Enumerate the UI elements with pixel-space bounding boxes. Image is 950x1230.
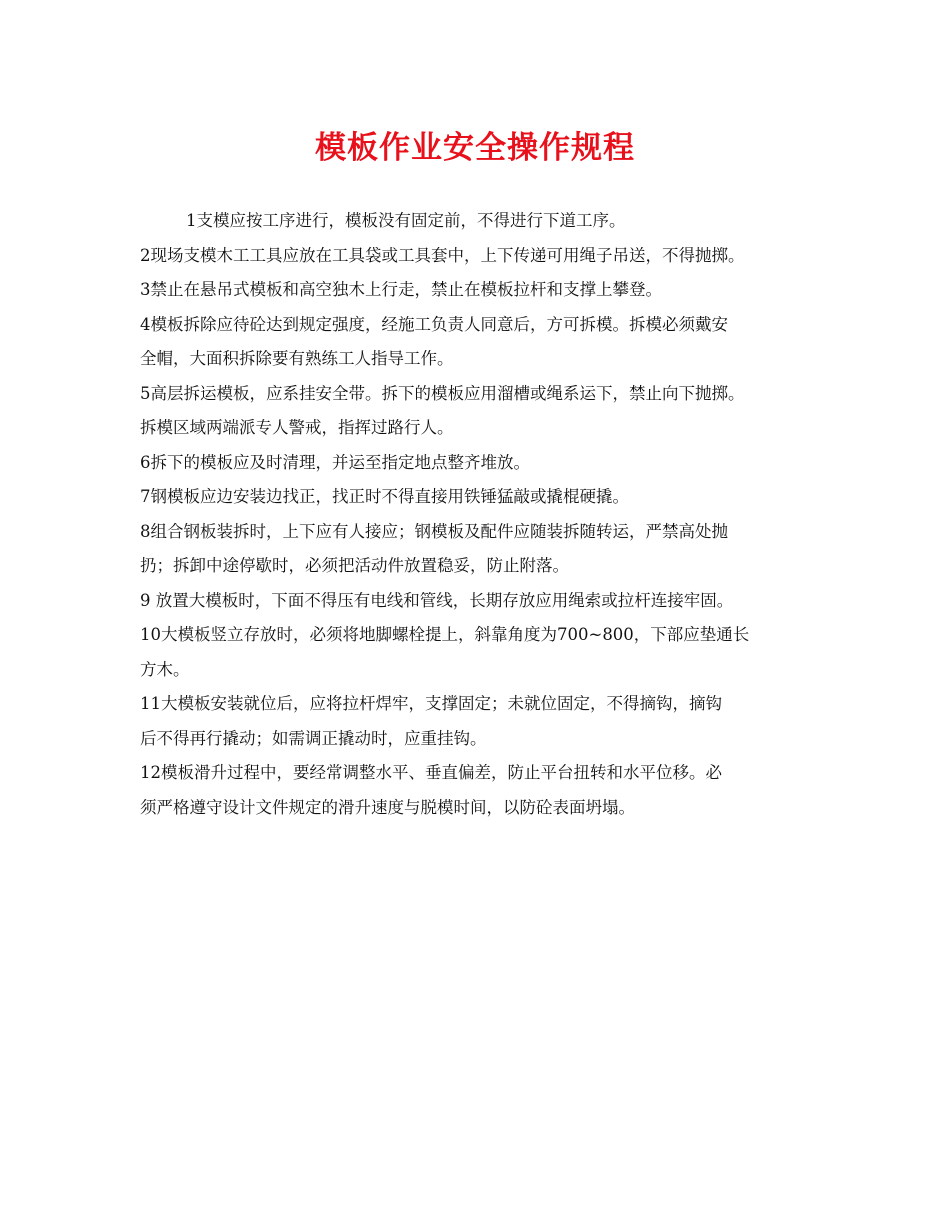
rule-line: 9 放置大模板时，下面不得压有电线和管线，长期存放应用绳索或拉杆连接牢固。 xyxy=(140,590,734,610)
rule-line: 5高层拆运模板，应系挂安全带。拆下的模板应用溜槽或绳系运下，禁止向下抛掷。 xyxy=(140,383,745,403)
rule-line: 后不得再行撬动；如需调正撬动时，应重挂钩。 xyxy=(140,728,487,748)
rule-line: 12模板滑升过程中，要经常调整水平、垂直偏差，防止平台扭转和水平位移。必 xyxy=(140,763,722,782)
rule-line: 方木。 xyxy=(140,659,190,679)
rule-line: 7钢模板应边安装边找正，找正时不得直接用铁锤猛敲或撬棍硬撬。 xyxy=(140,487,629,506)
rule-line: 2现场支模木工工具应放在工具袋或工具套中，上下传递可用绳子吊送，不得抛掷。 xyxy=(140,245,745,265)
rule-line: 拆模区域两端派专人警戒，指挥过路行人。 xyxy=(140,418,454,437)
rule-line: 10大模板竖立存放时，必须将地脚螺栓提上，斜靠角度为700~800，下部应垫通长 xyxy=(140,625,750,644)
rule-line: 11大模板安装就位后，应将拉杆焊牢，支撑固定；未就位固定，不得摘钩，摘钩 xyxy=(140,694,722,713)
rule-line: 1支模应按工序进行，模板没有固定前，不得进行下道工序。 xyxy=(186,211,626,230)
rule-line: 扔；拆卸中途停歇时，必须把活动件放置稳妥，防止附落。 xyxy=(140,556,569,575)
document-body xyxy=(140,204,820,825)
rule-line: 3禁止在悬吊式模板和高空独木上行走，禁止在模板拉杆和支撑上攀登。 xyxy=(140,280,662,299)
document-title: 模板作业安全操作规程 xyxy=(315,130,635,166)
rule-line: 须严格遵守设计文件规定的滑升速度与脱模时间，以防砼表面坍塌。 xyxy=(140,797,635,817)
rule-line: 6拆下的模板应及时清理，并运至指定地点整齐堆放。 xyxy=(140,452,530,472)
rule-line: 4模板拆除应待砼达到规定强度，经施工负责人同意后，方可拆模。拆模必须戴安 xyxy=(140,314,728,334)
rule-line: 8组合钢板装拆时，上下应有人接应；钢模板及配件应随装拆随转运，严禁高处抛 xyxy=(140,521,728,541)
rule-line: 全帽，大面积拆除要有熟练工人指导工作。 xyxy=(140,349,454,368)
